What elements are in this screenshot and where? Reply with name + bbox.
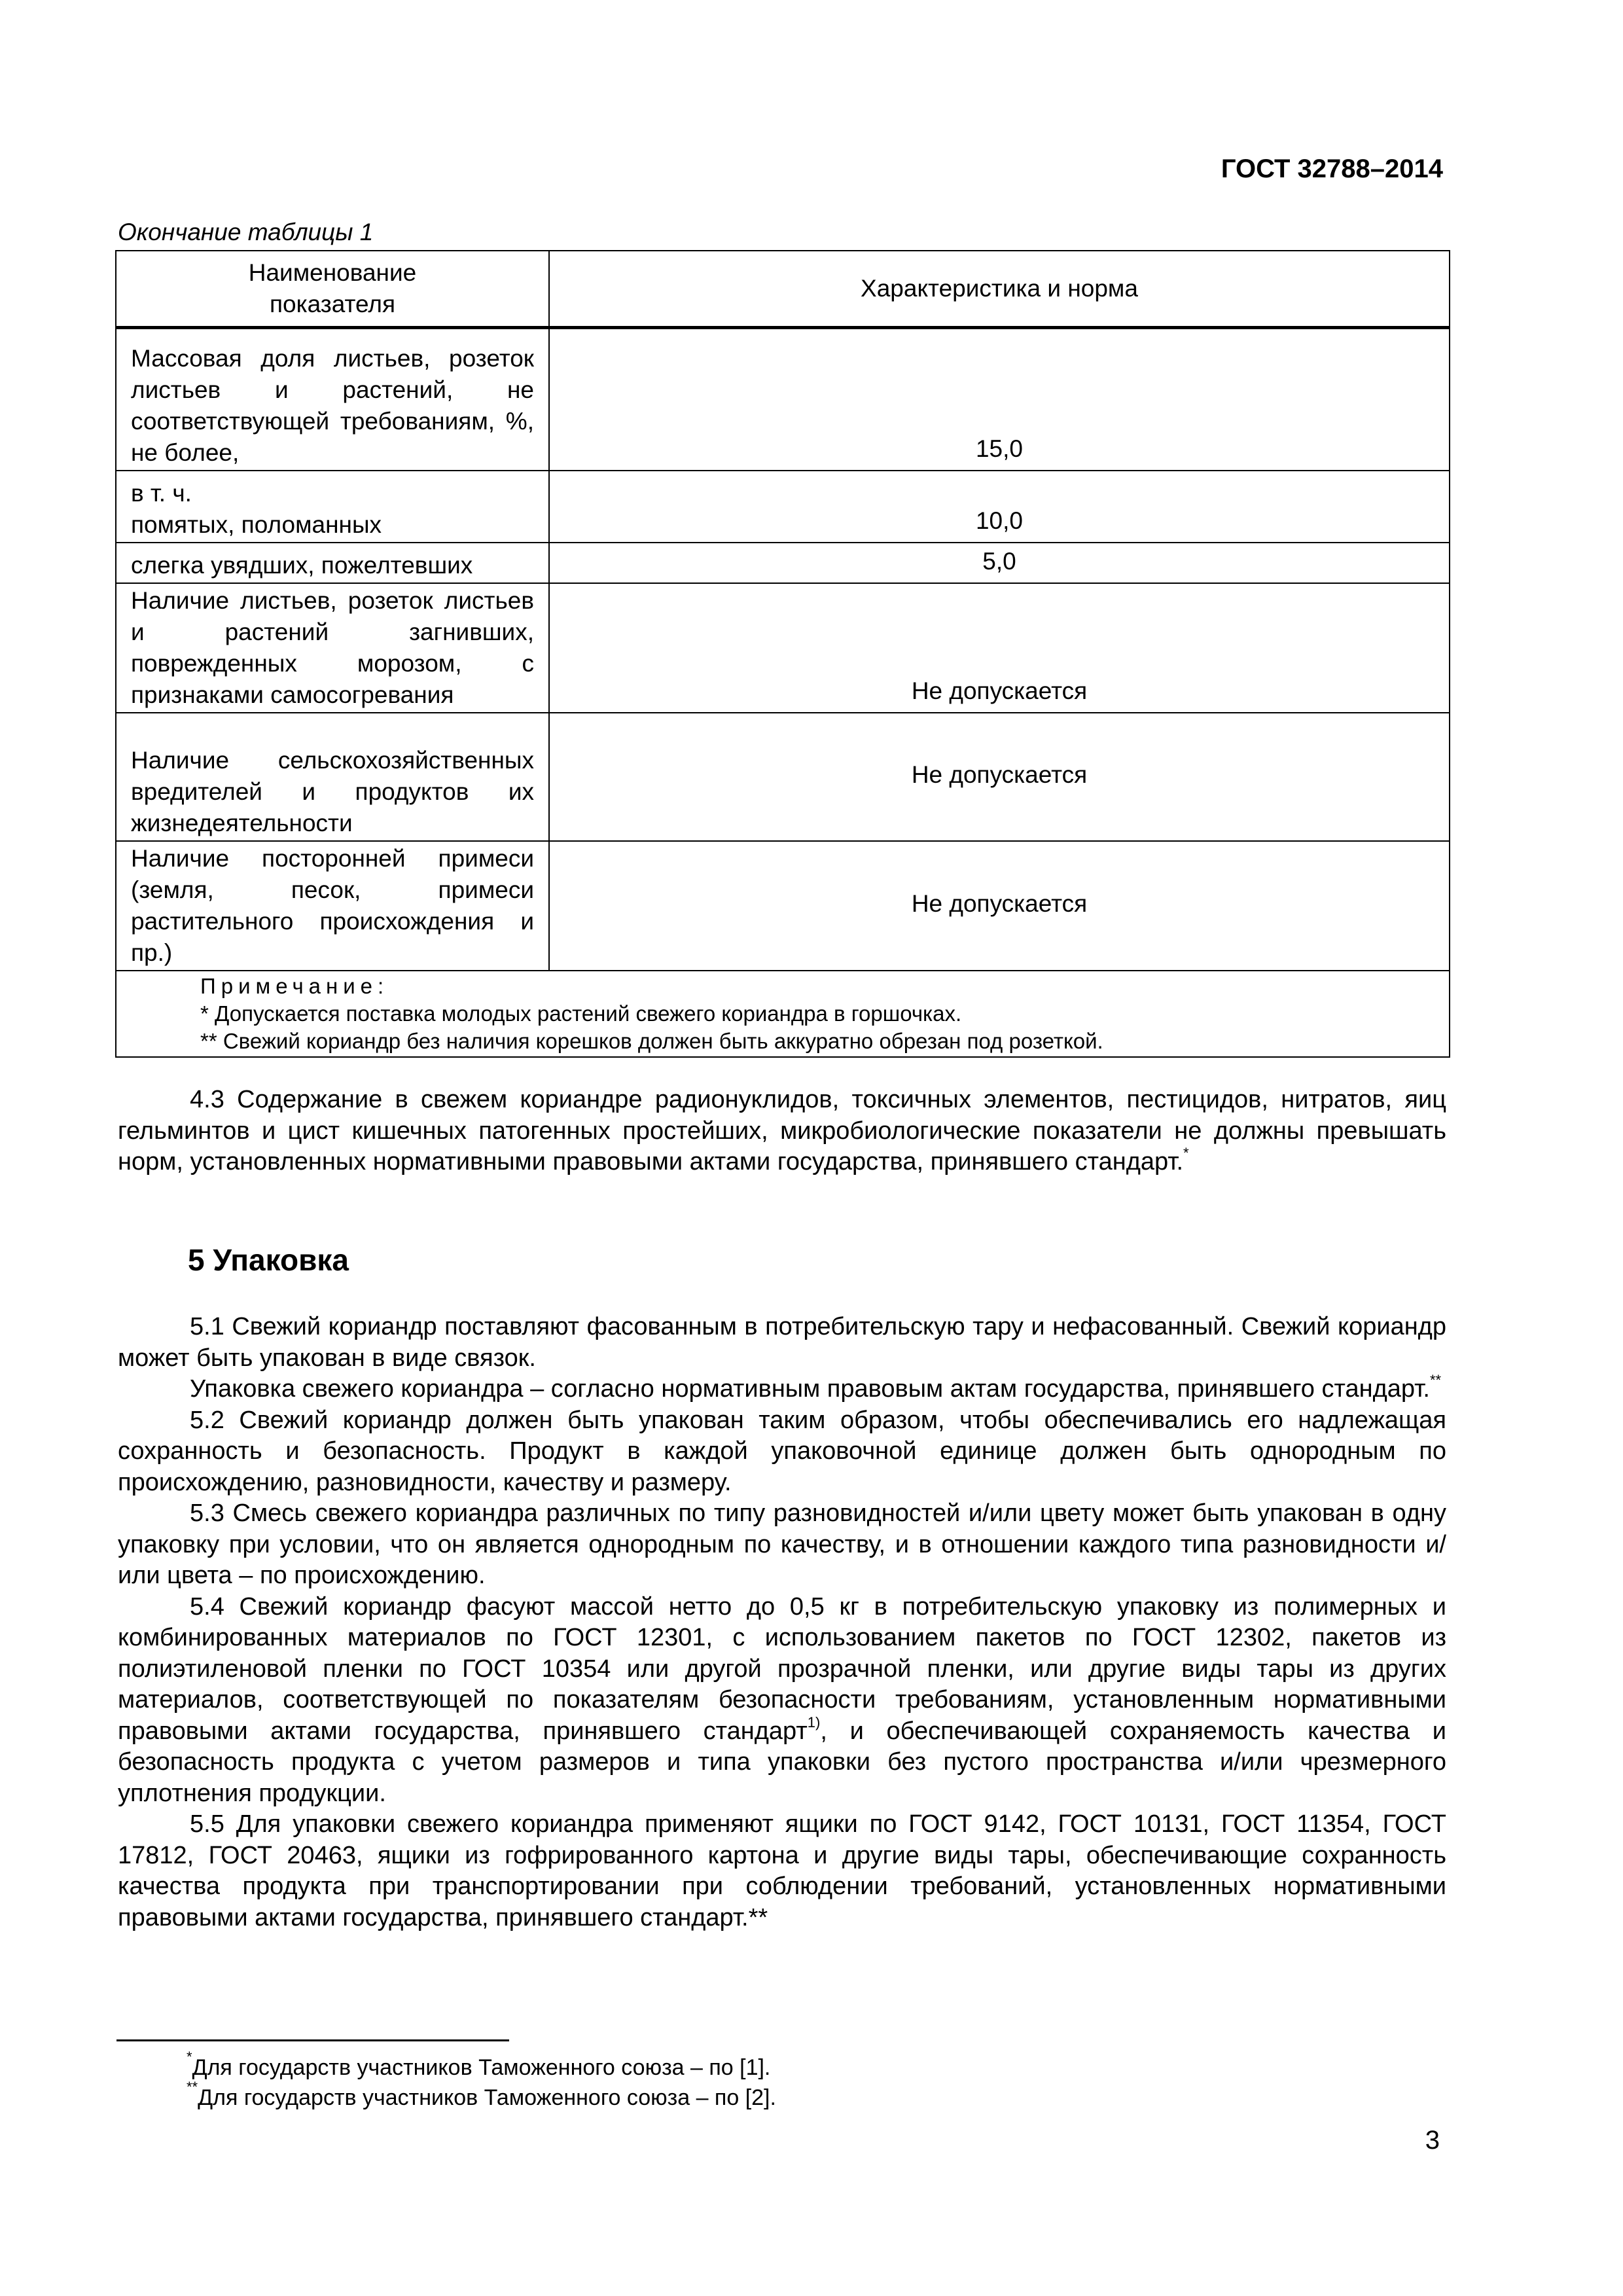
section-5-body <box>118 1312 1446 1933</box>
standard-number: ГОСТ 32788–2014 <box>1221 154 1443 183</box>
note-line: * Допускается поставка молодых растений свежего кориандра в горшочках. <box>200 1001 962 1026</box>
column-header-name: Наименование показателя <box>116 251 549 328</box>
row-name: слегка увядших, пожелтевших <box>116 543 549 583</box>
row-norm: 10,0 <box>549 471 1450 543</box>
clause-5-1-packing: Упаковка свежего кориандра – согласно нормативным правовым актам государства, принявшего стандарт. <box>190 1375 1430 1403</box>
clause-5-4-cont: , и обеспечивающей сохраняемость качества и безопасность продукта с учетом размеров и типа упаковки без пустого пространства и/или чрезмерного уплотнения продукции. <box>118 1717 1446 1807</box>
row-name: Наличие листьев, розеток листьев и растений загнивших, поврежденных морозом, с признаками самосогревания <box>116 583 549 713</box>
row-name: Массовая доля листьев, розеток листьев и растений, не соответствующей требованиям, %, не более, <box>116 328 549 471</box>
table-row <box>116 328 1450 471</box>
footnote-separator <box>116 2039 509 2041</box>
note-title: Примечание: <box>200 973 389 998</box>
table-row <box>116 471 1450 543</box>
clause-5-2: 5.2 Свежий кориандр должен быть упакован таким образом, чтобы обеспечивались его надлежащая сохранность и безопасность. Продукт в каждой упаковочной единице должен быть однородным по происхождению, разновидности, качеству и размеру. <box>118 1406 1446 1496</box>
table-note <box>116 971 1450 1057</box>
page-number: 3 <box>1425 2126 1440 2155</box>
footnote-mark: 1) <box>807 1713 821 1731</box>
footnote-mark: * <box>1183 1145 1189 1162</box>
table-row <box>116 543 1450 583</box>
paragraph-text: 4.3 Содержание в свежем кориандре радионуклидов, токсичных элементов, пестицидов, нитратов, яиц гельминтов и цист кишечных патогенных простейших, микробиологические показатели не должны превышать норм, установленных нормативными правовыми актами государства, принявшего стандарт. <box>118 1086 1446 1175</box>
table-note-row <box>116 971 1450 1057</box>
clause-5-4: 5.4 Свежий кориандр фасуют массой нетто до 0,5 кг в потребительскую упаковку из полимерных и комбинированных материалов по ГОСТ 12301, с использованием пакетов по ГОСТ 12302, пакетов из полиэтиленовой пленки по ГОСТ 10354 или другой прозрачной пленки, или другие виды тары из других материалов, соответствующей по показателям безопасности требованиям, установленным нормативными правовыми актами государства, принявшего стандарт <box>118 1592 1446 1745</box>
clause-5-1: 5.1 Свежий кориандр поставляют фасованным в потребительскую тару и нефасованный. Свежий кориандр может быть упакован в виде связок. <box>118 1313 1446 1372</box>
table-row <box>116 841 1450 971</box>
row-norm: Не допускается <box>549 841 1450 971</box>
row-norm: Не допускается <box>549 583 1450 713</box>
row-norm: Не допускается <box>549 713 1450 841</box>
row-norm: 5,0 <box>549 543 1450 583</box>
footnote: **Для государств участников Таможенного союза – по [2]. <box>187 2078 776 2110</box>
section-title: 5 Упаковка <box>188 1243 349 1277</box>
column-header-norm: Характеристика и норма <box>549 251 1450 328</box>
footnote: *Для государств участников Таможенного союза – по [1]. <box>187 2048 771 2080</box>
table-row <box>116 583 1450 713</box>
clause-5-3: 5.3 Смесь свежего кориандра различных по типу разновидностей и/или цвету может быть упакован в одну упаковку при условии, что он является однородным по качеству, и в отношении каждого типа разновидности и/или цвета – по происхождению. <box>118 1499 1446 1589</box>
row-name: в т. ч. помятых, поломанных <box>116 471 549 543</box>
row-name: Наличие посторонней примеси (земля, песок, примеси растительного происхождения и пр.) <box>116 841 549 971</box>
spec-table <box>115 250 1450 1058</box>
clause-4-3 <box>118 1085 1446 1178</box>
row-norm: 15,0 <box>549 328 1450 471</box>
table-caption: Окончание таблицы 1 <box>118 219 374 245</box>
row-name: Наличие сельскохозяйственных вредителей и продуктов их жизнедеятельности <box>116 713 549 841</box>
note-line: ** Свежий кориандр без наличия корешков должен быть аккуратно обрезан под розеткой. <box>200 1028 1103 1053</box>
footnote-mark: ** <box>1429 1372 1442 1389</box>
clause-5-5: 5.5 Для упаковки свежего кориандра применяют ящики по ГОСТ 9142, ГОСТ 10131, ГОСТ 11354, ГОСТ 17812, ГОСТ 20463, ящики из гофрированного картона и другие виды тары, обеспечивающие сохранность качества продукта при транспортировании при соблюдении требований, установленных нормативными правовыми актами государства, принявшего стандарт.** <box>118 1810 1446 1931</box>
table-row <box>116 713 1450 841</box>
footnotes <box>187 2048 776 2113</box>
table-header-row <box>116 251 1450 328</box>
